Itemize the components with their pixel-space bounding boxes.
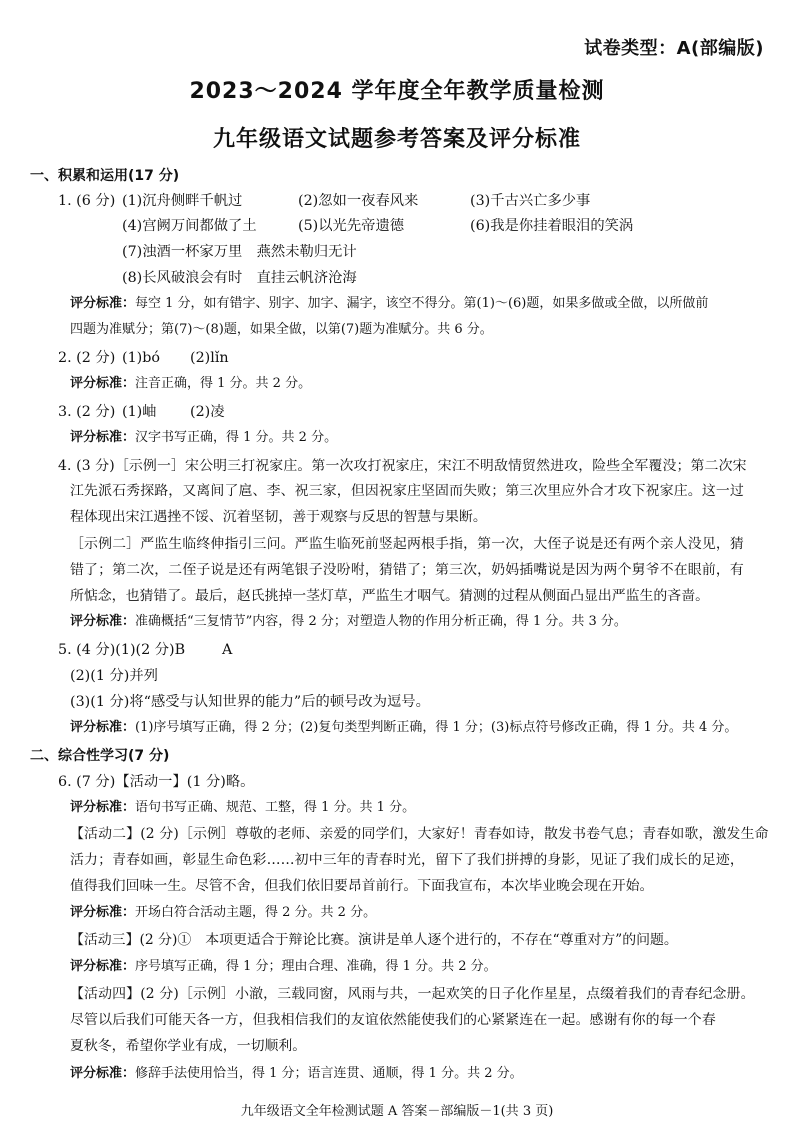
standard-text: 开场白符合活动主题，得 2 分。共 2 分。 (135, 905, 377, 920)
q1-item-3: (3)千古兴亡多少事 (470, 193, 591, 209)
page-footer: 九年级语文全年检测试题 A 答案－部编版－1(共 3 页) (240, 1104, 554, 1119)
q6-activity2-line1: 【活动二】(2 分)［示例］尊敬的老师、亲爱的同学们，大家好！青春如诗，散发书卷气息；青春如歌，激发生命 (70, 826, 769, 842)
standard-text: 汉字书写正确，得 1 分。共 2 分。 (135, 430, 338, 445)
paper-type-label: 试卷类型：A(部编版) (584, 38, 764, 59)
standard-label: 评分标准： (70, 959, 136, 974)
q4-line3: 程体现出宋江遇挫不馁、沉着坚韧，善于观察与反思的智慧与果断。 (70, 509, 487, 525)
standard-label: 评分标准： (70, 720, 136, 735)
q1-item-5: (5)以光先帝遗德 (298, 218, 405, 234)
q5-line3: (3)(1 分)将“感受与认知世界的能力”后的顿号改为逗号。 (70, 694, 430, 710)
q1-lead: 1. (6 分) (58, 193, 116, 209)
q1-item-6: (6)我是你挂着眼泪的笑涡 (470, 218, 634, 234)
standard-text: 每空 1 分，如有错字、别字、加字、漏字，该空不得分。第(1)～(6)题，如果多做或全做，以所做前 (135, 296, 709, 311)
q5-line2: (2)(1 分)并列 (70, 668, 158, 684)
section2-heading: 二、综合性学习(7 分) (30, 748, 170, 764)
q2-answer-2: (2)lǐn (190, 350, 229, 366)
standard-label: 评分标准： (70, 800, 136, 815)
q6-standard-4 (70, 1064, 523, 1084)
standard-label: 评分标准： (70, 905, 136, 920)
standard-label: 评分标准： (70, 376, 136, 391)
page-subtitle: 九年级语文试题参考答案及评分标准 (212, 127, 581, 152)
q3-answer-1: (1)岫 (122, 404, 157, 420)
q4-line6: 所惦念，也猜错了。最后，赵氏挑掉一茎灯草，严监生才咽气。猜测的过程从侧面凸显出严监生的吝啬。 (70, 588, 709, 604)
q4-line5: 错了；第二次，二侄子说是还有两笔银子没吩咐，猜错了；第三次，奶妈插嘴说是因为两个舅爷不在眼前，有 (70, 562, 744, 578)
q6-activity2-line3: 值得我们回味一生。尽管不舍，但我们依旧要昂首前行。下面我宣布，本次毕业晚会现在开始。 (70, 878, 654, 894)
q6-standard-3 (70, 957, 497, 977)
q3-lead: 3. (2 分) (58, 404, 116, 420)
page-title: 2023～2024 学年度全年教学质量检测 (189, 79, 605, 104)
q3-answer-2: (2)凌 (190, 404, 225, 420)
q6-activity4-line3: 夏秋冬，希望你学业有成，一切顺利。 (70, 1038, 307, 1054)
q1-item-7: (7)浊酒一杯家万里 燕然未勒归无计 (122, 244, 357, 260)
standard-label: 评分标准： (70, 1066, 136, 1081)
q6-standard-2 (70, 903, 376, 923)
q1-item-2: (2)忽如一夜春风来 (298, 193, 419, 209)
standard-label: 评分标准： (70, 430, 136, 445)
q4-line2: 江先派石秀探路，又离间了扈、李、祝三家，但因祝家庄坚固而失败；第三次里应外合才攻下祝家庄。这一过 (70, 483, 744, 499)
section1-heading: 一、积累和运用(17 分) (30, 168, 180, 184)
standard-label: 评分标准： (70, 296, 136, 311)
q2-answer-1: (1)bó (122, 350, 161, 366)
q5-line1: 5. (4 分)(1)(2 分)B (58, 642, 186, 658)
q1-standard-line2: 四题为准赋分；第(7)～(8)题，如果全做，以第(7)题为准赋分。共 6 分。 (70, 322, 493, 337)
q6-line1: 6. (7 分)【活动一】(1 分)略。 (58, 774, 255, 790)
standard-text: (1)序号填写正确，得 2 分；(2)复句类型判断正确，得 1 分；(3)标点符号修改正确，得 1 分。共 4 分。 (135, 720, 738, 735)
q1-item-8: (8)长风破浪会有时 直挂云帆济沧海 (122, 270, 357, 286)
q3-standard (70, 428, 337, 448)
standard-text: 修辞手法使用恰当，得 1 分；语言连贯、通顺，得 1 分。共 2 分。 (135, 1066, 523, 1081)
q1-item-4: (4)宫阙万间都做了土 (122, 218, 257, 234)
q6-activity3-line1: 【活动三】(2 分)① 本项更适合于辩论比赛。演讲是单人逐个进行的，不存在“尊重对方”的问题。 (70, 932, 678, 948)
q5-line1-second-answer: A (222, 642, 233, 658)
q4-line4: ［示例二］严监生临终伸指引三问。严监生临死前竖起两根手指，第一次，大侄子说是还有两个亲人没见，猜 (70, 536, 744, 552)
standard-text: 序号填写正确，得 1 分；理由合理、准确，得 1 分。共 2 分。 (135, 959, 497, 974)
q4-line1: 4. (3 分)［示例一］宋公明三打祝家庄。第一次攻打祝家庄，宋江不明敌情贸然进攻，险些全军覆没；第二次宋 (58, 458, 747, 474)
standard-label: 评分标准： (70, 614, 136, 629)
standard-text: 准确概括“三复情节”内容，得 2 分；对塑造人物的作用分析正确，得 1 分。共 3 分。 (135, 614, 627, 629)
q4-standard (70, 612, 627, 632)
standard-text: 语句书写正确、规范、工整，得 1 分。共 1 分。 (135, 800, 416, 815)
q6-activity4-line1: 【活动四】(2 分)［示例］小澈，三载同窗，风雨与共，一起欢笑的日子化作星星，点缀着我们的青春纪念册。 (70, 986, 755, 1002)
q6-standard-1 (70, 798, 415, 818)
q5-standard (70, 718, 737, 738)
q2-lead: 2. (2 分) (58, 350, 116, 366)
q6-activity2-line2: 活力；青春如画，彰显生命色彩……初中三年的青春时光，留下了我们拼搏的身影，见证了我们成长的足迹， (70, 852, 744, 868)
q1-item-1: (1)沉舟侧畔千帆过 (122, 193, 243, 209)
standard-text: 注音正确，得 1 分。共 2 分。 (135, 376, 312, 391)
q2-standard (70, 374, 311, 394)
q6-activity4-line2: 尽管以后我们可能天各一方，但我相信我们的友谊依然能使我们的心紧紧连在一起。感谢有你的每一个春 (70, 1012, 716, 1028)
q1-standard-line1 (70, 294, 708, 314)
